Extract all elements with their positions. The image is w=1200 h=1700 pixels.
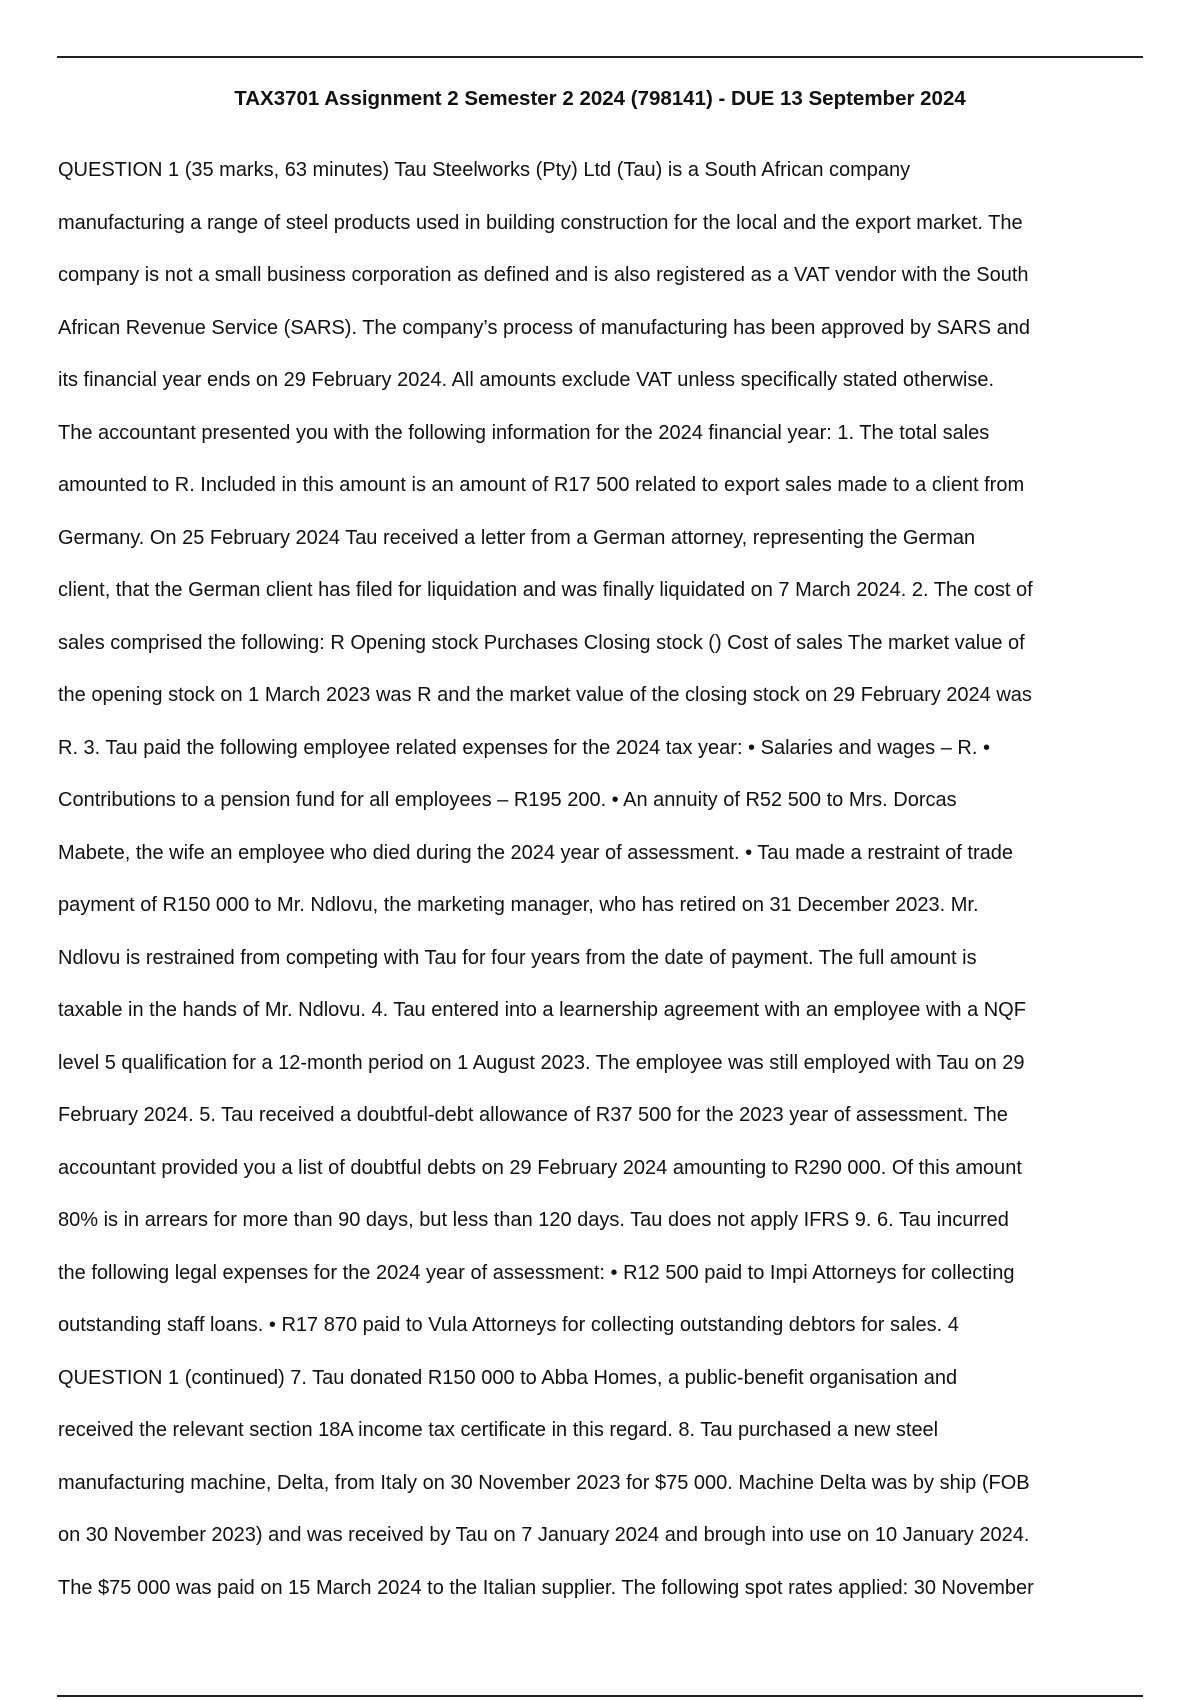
body-text-line: Ndlovu is restrained from competing with Tau for four years from the date of payment. The full amount is xyxy=(58,946,977,969)
body-text-line: Germany. On 25 February 2024 Tau received a letter from a German attorney, representing the German xyxy=(58,526,976,549)
body-text-line: received the relevant section 18A income tax certificate in this regard. 8. Tau purchased a new steel xyxy=(58,1419,939,1441)
body-text-line: its financial year ends on 29 February 2024. All amounts exclude VAT unless specifically stated otherwise. xyxy=(58,369,995,391)
body-text-line: on 30 November 2023) and was received by Tau on 7 January 2024 and brough into use on 10 January 2024. xyxy=(58,1524,1030,1546)
body-text-line: amounted to R. Included in this amount is an amount of R17 500 related to export sales made to a client from xyxy=(58,474,1025,496)
top-divider xyxy=(57,56,1143,58)
body-text-line: R. 3. Tau paid the following employee related expenses for the 2024 tax year: • Salaries and wages – R. • xyxy=(58,736,990,759)
body-text-line: client, that the German client has filed for liquidation and was finally liquidated on 7 March 2024. 2. The cost of xyxy=(58,579,1033,601)
question-body xyxy=(58,157,1158,1627)
body-text-line: the opening stock on 1 March 2023 was R and the market value of the closing stock on 29 February 2024 was xyxy=(58,684,1032,706)
body-text-line: The accountant presented you with the following information for the 2024 financial year: 1. The total sales xyxy=(58,421,990,444)
body-text-line: African Revenue Service (SARS). The company’s process of manufacturing has been approved by SARS and xyxy=(58,316,1031,339)
bottom-divider xyxy=(57,1695,1143,1697)
body-text-line: QUESTION 1 (35 marks, 63 minutes) Tau Steelworks (Pty) Ltd (Tau) is a South African company xyxy=(58,159,911,181)
body-text-line: level 5 qualification for a 12-month period on 1 August 2023. The employee was still employed with Tau on 29 xyxy=(58,1051,1025,1074)
body-text-line: 80% is in arrears for more than 90 days, but less than 120 days. Tau does not apply IFRS 9. 6. Tau incurred xyxy=(58,1209,1009,1231)
body-text-line: outstanding staff loans. • R17 870 paid to Vula Attorneys for collecting outstanding debtors for sales. 4 xyxy=(58,1314,959,1336)
body-text-line: accountant provided you a list of doubtful debts on 29 February 2024 amounting to R290 000. Of this amount xyxy=(58,1156,1022,1179)
body-text-line: QUESTION 1 (continued) 7. Tau donated R150 000 to Abba Homes, a public-benefit organisation and xyxy=(58,1366,958,1389)
body-text-line: manufacturing a range of steel products used in building construction for the local and the export market. The xyxy=(58,211,1023,234)
body-text-line: the following legal expenses for the 2024 year of assessment: • R12 500 paid to Impi Attorneys for collecting xyxy=(58,1261,1015,1284)
body-text-line: company is not a small business corporation as defined and is also registered as a VAT vendor with the South xyxy=(58,264,1029,286)
body-text-line: manufacturing machine, Delta, from Italy on 30 November 2023 for $75 000. Machine Delta was by ship (FOB xyxy=(58,1471,1030,1494)
body-text-line: taxable in the hands of Mr. Ndlovu. 4. Tau entered into a learnership agreement with an employee with a NQF xyxy=(58,999,1026,1021)
body-text-line: payment of R150 000 to Mr. Ndlovu, the marketing manager, who has retired on 31 December 2023. Mr. xyxy=(58,894,979,916)
document-title: TAX3701 Assignment 2 Semester 2 2024 (798141) - DUE 13 September 2024 xyxy=(234,87,966,110)
body-text-line: Mabete, the wife an employee who died during the 2024 year of assessment. • Tau made a restraint of trade xyxy=(58,841,1013,864)
body-text-line: Contributions to a pension fund for all employees – R195 200. • An annuity of R52 500 to Mrs. Dorcas xyxy=(58,789,957,811)
body-text-line: The $75 000 was paid on 15 March 2024 to the Italian supplier. The following spot rates applied: 30 November xyxy=(58,1576,1034,1599)
body-text-line: sales comprised the following: R Opening stock Purchases Closing stock () Cost of sales The market value of xyxy=(58,631,1025,654)
body-text-line: February 2024. 5. Tau received a doubtful-debt allowance of R37 500 for the 2023 year of assessment. The xyxy=(58,1104,1008,1126)
